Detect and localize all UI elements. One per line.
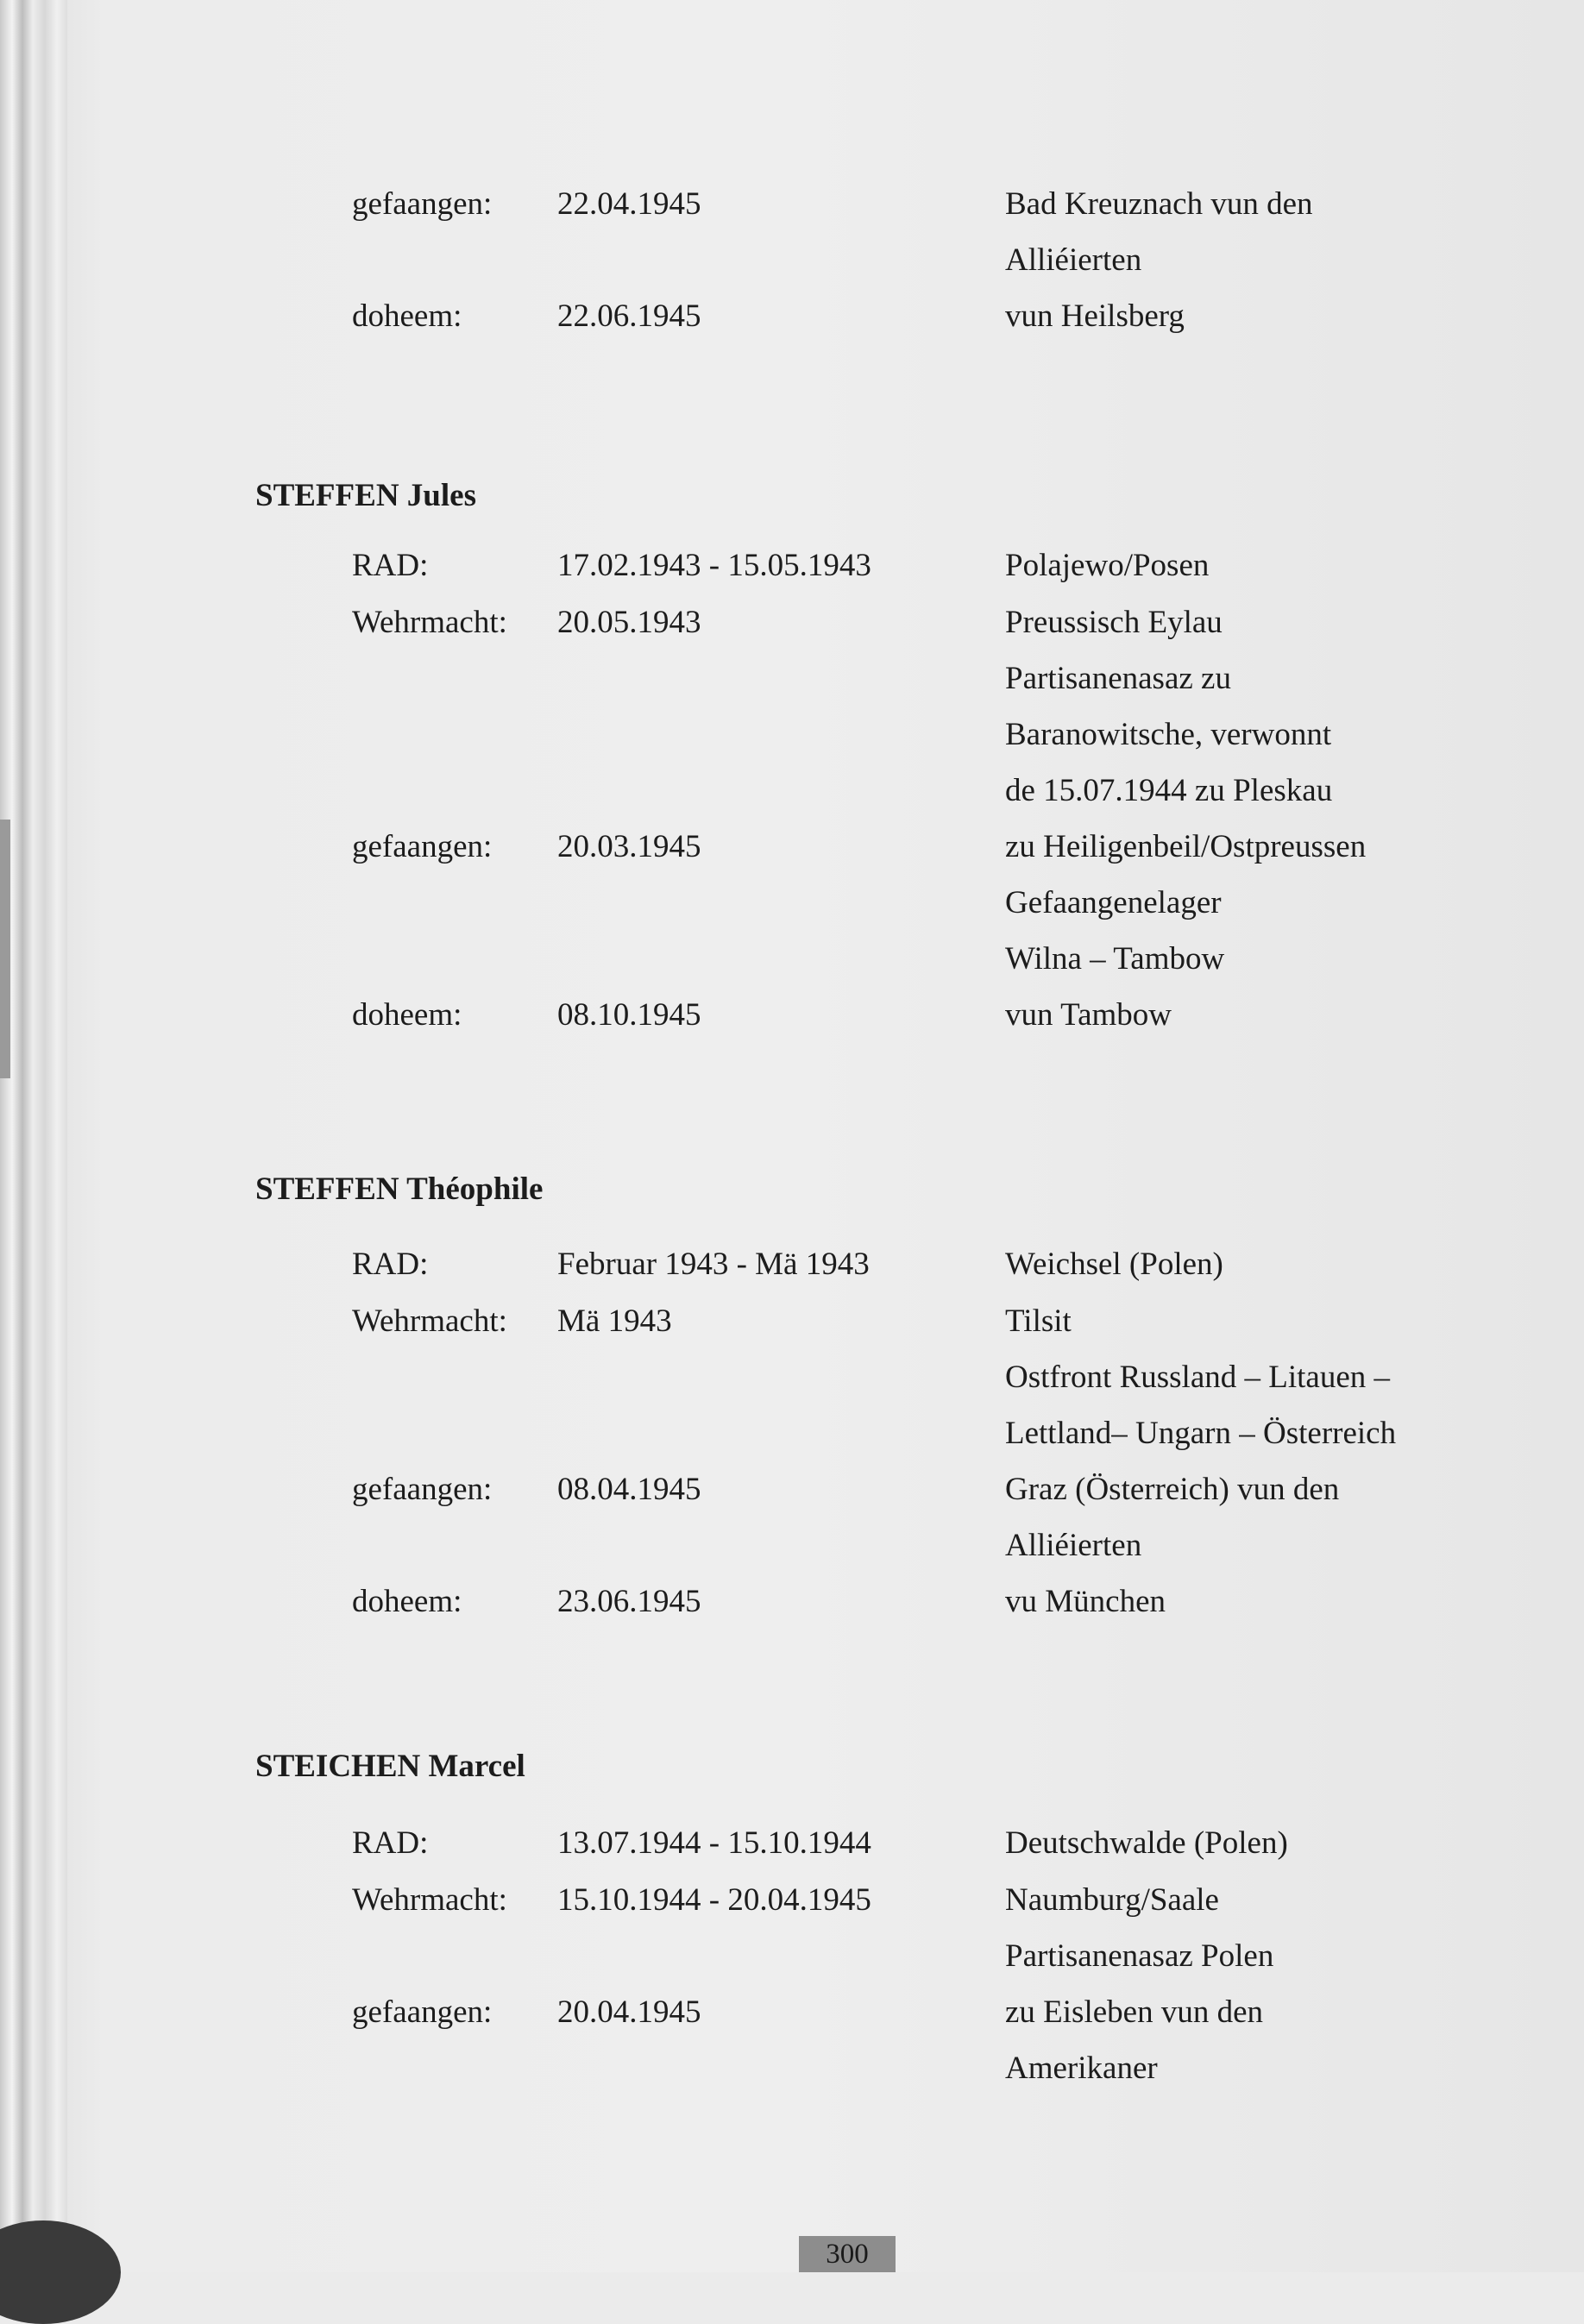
place-line: Naumburg/Saale bbox=[1005, 1882, 1219, 1918]
row-place bbox=[1005, 1815, 1288, 1871]
row-place bbox=[1005, 1872, 1273, 1984]
place-line: Alliéierten bbox=[1005, 1528, 1142, 1563]
person-name: STEFFEN Jules bbox=[255, 478, 476, 513]
row-label: Wehrmacht: bbox=[352, 1303, 507, 1339]
row-place bbox=[1005, 1236, 1223, 1292]
place-line: Lettland– Ungarn – Österreich bbox=[1005, 1416, 1397, 1451]
place-line: Preussisch Eylau bbox=[1005, 605, 1223, 640]
row-date: 22.06.1945 bbox=[557, 298, 701, 334]
row-date: 08.10.1945 bbox=[557, 997, 701, 1033]
person-name: STEICHEN Marcel bbox=[255, 1749, 525, 1784]
entry-row bbox=[0, 1994, 1584, 2086]
row-date: 15.10.1944 - 20.04.1945 bbox=[557, 1882, 871, 1918]
place-line: Ostfront Russland – Litauen – bbox=[1005, 1360, 1391, 1395]
row-date: 20.05.1943 bbox=[557, 605, 701, 640]
place-line: Weichsel (Polen) bbox=[1005, 1247, 1223, 1282]
entry-row bbox=[0, 1881, 1584, 1974]
place-line: Polajewo/Posen bbox=[1005, 548, 1210, 583]
place-line: Tilsit bbox=[1005, 1303, 1072, 1339]
place-line: Bad Kreuznach vun den bbox=[1005, 186, 1313, 222]
entry-row bbox=[0, 547, 1584, 604]
row-date: 20.04.1945 bbox=[557, 1994, 701, 2030]
person-name: STEFFEN Théophile bbox=[255, 1171, 544, 1207]
place-line: Graz (Österreich) vun den bbox=[1005, 1472, 1340, 1507]
place-line: Partisanenasaz Polen bbox=[1005, 1938, 1274, 1974]
place-line: Alliéierten bbox=[1005, 242, 1142, 278]
row-place bbox=[1005, 176, 1313, 288]
row-place bbox=[1005, 1573, 1166, 1630]
row-label: doheem: bbox=[352, 997, 462, 1033]
place-line: vun Tambow bbox=[1005, 997, 1172, 1033]
row-place bbox=[1005, 1461, 1339, 1573]
row-label: gefaangen: bbox=[352, 1994, 493, 2030]
entry-row bbox=[0, 298, 1584, 355]
row-place bbox=[1005, 594, 1332, 819]
row-label: RAD: bbox=[352, 1825, 429, 1861]
place-line: Deutschwalde (Polen) bbox=[1005, 1825, 1288, 1861]
row-label: gefaangen: bbox=[352, 829, 493, 864]
row-date: 23.06.1945 bbox=[557, 1584, 701, 1619]
place-line: zu Eisleben vun den bbox=[1005, 1994, 1263, 2030]
row-date: 17.02.1943 - 15.05.1943 bbox=[557, 548, 871, 583]
row-label: gefaangen: bbox=[352, 186, 493, 222]
place-line: vu München bbox=[1005, 1584, 1166, 1619]
place-line: Gefaangenelager bbox=[1005, 885, 1222, 920]
row-date: 13.07.1944 - 15.10.1944 bbox=[557, 1825, 871, 1861]
row-date: 20.03.1945 bbox=[557, 829, 701, 864]
row-place bbox=[1005, 288, 1185, 344]
row-date: Mä 1943 bbox=[557, 1303, 672, 1339]
place-line: vun Heilsberg bbox=[1005, 298, 1185, 334]
entry-row bbox=[0, 185, 1584, 278]
row-date: Februar 1943 - Mä 1943 bbox=[557, 1247, 870, 1282]
place-line: Wilna – Tambow bbox=[1005, 941, 1225, 977]
row-label: RAD: bbox=[352, 548, 429, 583]
entry-row bbox=[0, 996, 1584, 1053]
row-label: Wehrmacht: bbox=[352, 605, 507, 640]
place-line: Partisanenasaz zu bbox=[1005, 661, 1231, 696]
entry-row bbox=[0, 1471, 1584, 1563]
row-label: RAD: bbox=[352, 1247, 429, 1282]
row-label: gefaangen: bbox=[352, 1472, 493, 1507]
row-place bbox=[1005, 987, 1172, 1043]
entry-row bbox=[0, 604, 1584, 808]
row-label: doheem: bbox=[352, 298, 462, 334]
entry-row bbox=[0, 1303, 1584, 1451]
place-line: Baranowitsche, verwonnt bbox=[1005, 717, 1332, 752]
row-label: Wehrmacht: bbox=[352, 1882, 507, 1918]
row-place bbox=[1005, 1984, 1263, 2096]
place-line: zu Heiligenbeil/Ostpreussen bbox=[1005, 829, 1367, 864]
entry-row bbox=[0, 1825, 1584, 1881]
place-line: de 15.07.1944 zu Pleskau bbox=[1005, 773, 1333, 808]
row-date: 22.04.1945 bbox=[557, 186, 701, 222]
row-place bbox=[1005, 537, 1209, 594]
row-label: doheem: bbox=[352, 1584, 462, 1619]
row-place bbox=[1005, 1293, 1396, 1461]
row-date: 08.04.1945 bbox=[557, 1472, 701, 1507]
entry-row bbox=[0, 1583, 1584, 1640]
page-number: 300 bbox=[799, 2236, 896, 2272]
entry-row bbox=[0, 828, 1584, 977]
row-place bbox=[1005, 819, 1366, 987]
place-line: Amerikaner bbox=[1005, 2051, 1158, 2086]
